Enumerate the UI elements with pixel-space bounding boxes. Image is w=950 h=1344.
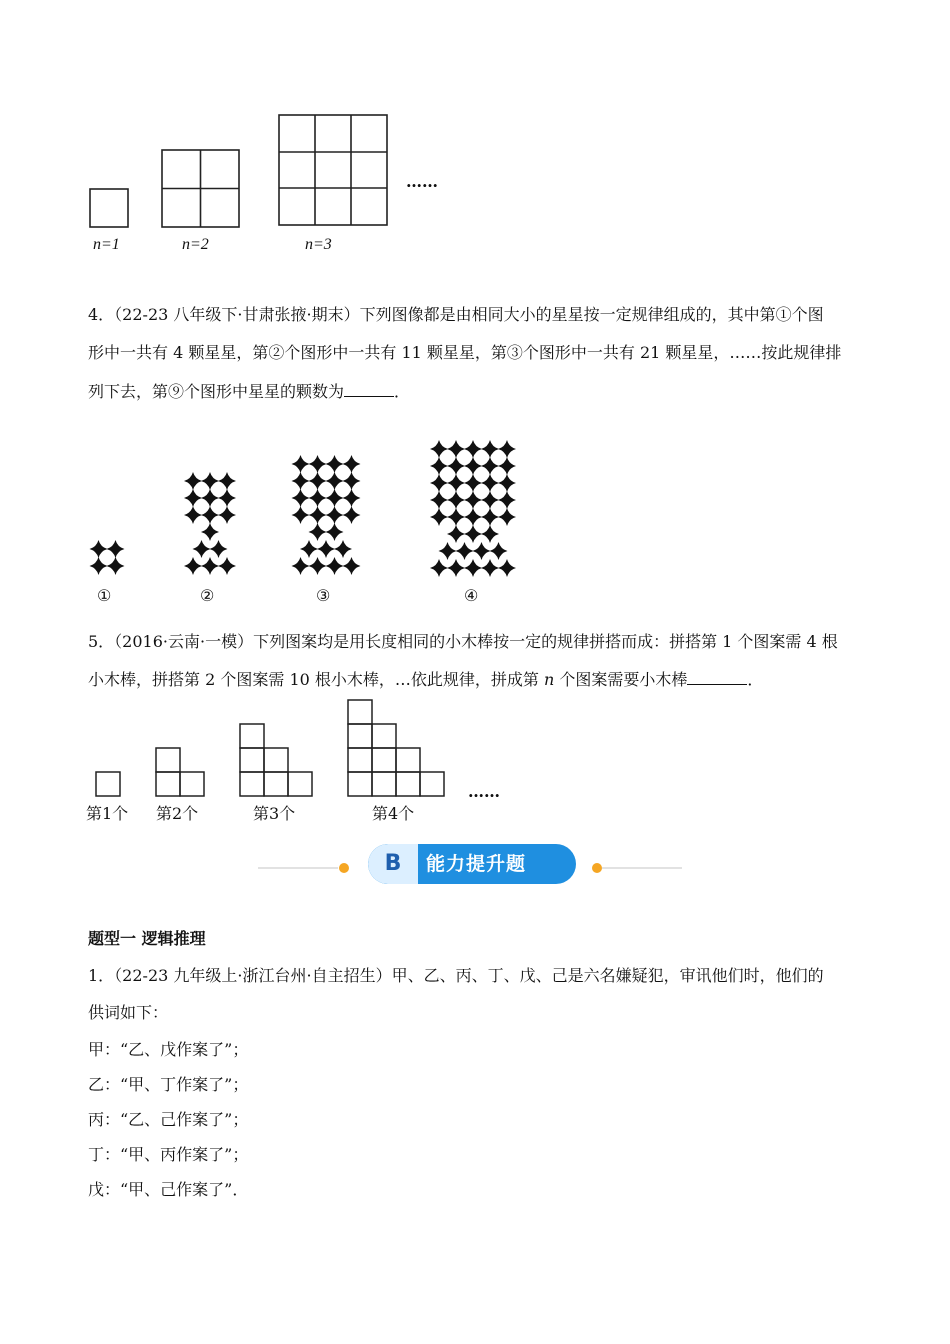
q5-line2-mid: 个图案需要小木棒 [559, 670, 688, 689]
q5-line2-text: 小木棒，拼搭第 2 个图案需 10 根小木棒，…依此规律，拼成第 [88, 670, 539, 689]
stick-label-4: 第4个 [372, 804, 415, 823]
q1-line2: 供词如下： [88, 1003, 169, 1022]
q1-line1: 1．（22-23 九年级上·浙江台州·自主招生）甲、乙、丙、丁、戊、己是六名嫌疑犯，审讯他们时，他们的 [88, 966, 824, 985]
star-label-2: ② [200, 586, 215, 605]
star-label-3: ③ [316, 586, 331, 605]
banner-dot-right [592, 863, 602, 873]
stick-label-1: 第1个 [86, 804, 129, 823]
q1-statement-3: 丙：“乙、己作案了”； [88, 1110, 249, 1129]
label-n2: n=2 [182, 236, 209, 253]
q5-line1: 5．（2016·云南·一模）下列图案均是用长度相同的小木棒按一定的规律拼搭而成：拼搭第 1 个图案需 4 根 [88, 632, 838, 651]
q5-line2-end: ． [747, 670, 764, 689]
stick-label-3: 第3个 [253, 804, 296, 823]
star-label-4: ④ [464, 586, 479, 605]
banner-title: 能力提升题 [426, 853, 527, 875]
label-n1: n=1 [93, 236, 120, 253]
q1-statement-1: 甲：“乙、戊作案了”； [88, 1040, 249, 1059]
q4-line2: 形中一共有 4 颗星星，第②个图形中一共有 11 颗星星，第③个图形中一共有 21 颗星星，……按此规律排 [88, 343, 842, 362]
ellipsis: …… [406, 172, 438, 191]
label-n3: n=3 [305, 236, 332, 253]
q1-statement-4: 丁：“甲、丙作案了”； [88, 1145, 249, 1164]
stick-label-2: 第2个 [156, 804, 199, 823]
q1-statement-5: 戊：“甲、己作案了”． [88, 1180, 249, 1199]
section-heading: 题型一 逻辑推理 [88, 929, 206, 948]
star-label-1: ① [97, 586, 112, 605]
section-banner [368, 844, 576, 884]
q4-line3-end: ． [394, 382, 411, 401]
variable-n: n [543, 670, 555, 689]
q1-statement-2: 乙：“甲、丁作案了”； [88, 1075, 249, 1094]
banner-letter: B [368, 844, 418, 884]
banner-dot-left [339, 863, 349, 873]
ellipsis: …… [468, 782, 500, 801]
q4-line3-text: 列下去，第⑨个图形中星星的颗数为 [88, 382, 345, 401]
q4-line1: 4．（22-23 八年级下·甘肃张掖·期末）下列图像都是由相同大小的星星按一定规律组成的，其中第①个图 [88, 305, 824, 324]
